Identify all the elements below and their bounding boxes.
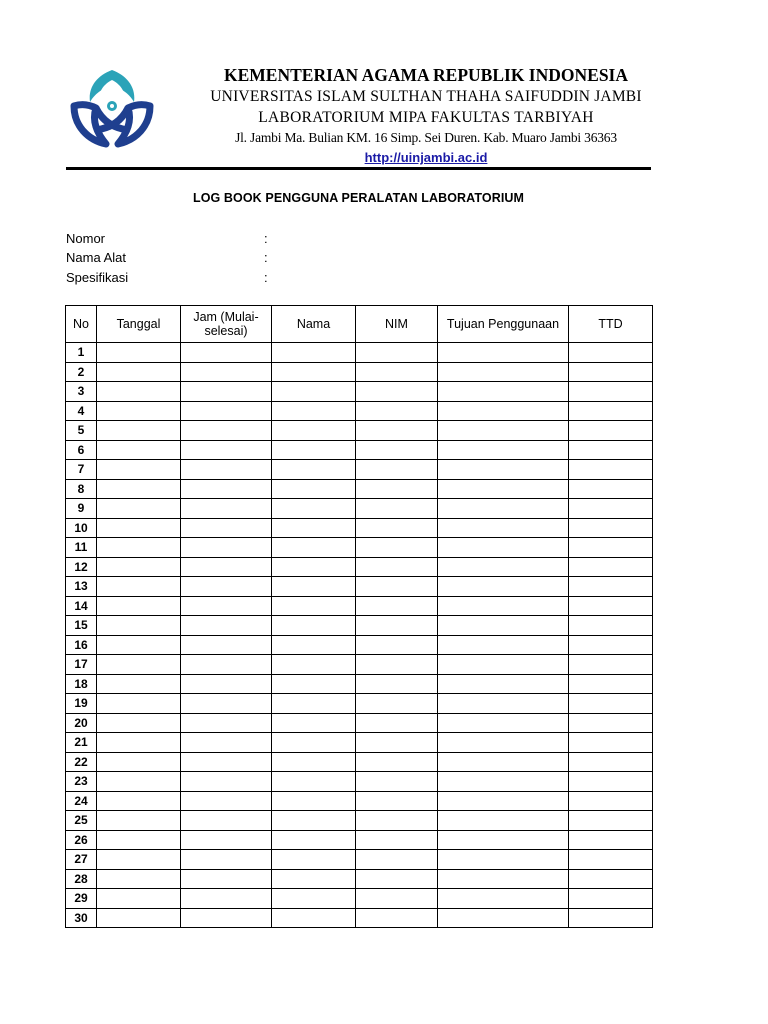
cell-jam[interactable] <box>181 479 272 499</box>
cell-jam[interactable] <box>181 577 272 597</box>
cell-jam[interactable] <box>181 733 272 753</box>
lab-name: LABORATORIUM MIPA FAKULTAS TARBIYAH <box>258 109 594 126</box>
cell-tanggal[interactable] <box>97 440 181 460</box>
cell-tujuan[interactable] <box>438 830 569 850</box>
cell-ttd[interactable] <box>569 577 653 597</box>
cell-nama[interactable] <box>272 713 356 733</box>
cell-tanggal[interactable] <box>97 889 181 909</box>
row-number: 27 <box>66 850 97 870</box>
cell-nim[interactable] <box>356 343 438 363</box>
cell-tanggal[interactable] <box>97 772 181 792</box>
cell-tujuan[interactable] <box>438 908 569 928</box>
cell-tanggal[interactable] <box>97 908 181 928</box>
cell-tujuan[interactable] <box>438 616 569 636</box>
cell-tujuan[interactable] <box>438 362 569 382</box>
row-number: 24 <box>66 791 97 811</box>
row-number: 28 <box>66 869 97 889</box>
cell-jam[interactable] <box>181 655 272 675</box>
cell-nama[interactable] <box>272 479 356 499</box>
address: Jl. Jambi Ma. Bulian KM. 16 Simp. Sei Duren. Kab. Muaro Jambi 36363 <box>235 130 617 145</box>
row-number: 8 <box>66 479 97 499</box>
cell-jam[interactable] <box>181 889 272 909</box>
cell-tujuan[interactable] <box>438 479 569 499</box>
cell-nim[interactable] <box>356 850 438 870</box>
cell-tanggal[interactable] <box>97 518 181 538</box>
cell-nim[interactable] <box>356 694 438 714</box>
log-table-body <box>66 343 653 928</box>
cell-nim[interactable] <box>356 596 438 616</box>
table-row <box>66 752 653 772</box>
cell-jam[interactable] <box>181 343 272 363</box>
cell-tanggal[interactable] <box>97 538 181 558</box>
table-row <box>66 499 653 519</box>
cell-nama[interactable] <box>272 596 356 616</box>
cell-tujuan[interactable] <box>438 772 569 792</box>
cell-nim[interactable] <box>356 733 438 753</box>
header-no: No <box>66 306 97 343</box>
row-number: 6 <box>66 440 97 460</box>
cell-jam[interactable] <box>181 382 272 402</box>
cell-nama[interactable] <box>272 908 356 928</box>
cell-tanggal[interactable] <box>97 577 181 597</box>
table-row <box>66 596 653 616</box>
table-row <box>66 538 653 558</box>
table-row <box>66 811 653 831</box>
cell-tujuan[interactable] <box>438 596 569 616</box>
cell-ttd[interactable] <box>569 421 653 441</box>
cell-nim[interactable] <box>356 557 438 577</box>
cell-jam[interactable] <box>181 518 272 538</box>
cell-nama[interactable] <box>272 343 356 363</box>
row-number: 15 <box>66 616 97 636</box>
log-table <box>65 305 653 928</box>
cell-nim[interactable] <box>356 811 438 831</box>
cell-ttd[interactable] <box>569 557 653 577</box>
table-row <box>66 616 653 636</box>
cell-ttd[interactable] <box>569 616 653 636</box>
cell-tujuan[interactable] <box>438 713 569 733</box>
row-number: 25 <box>66 811 97 831</box>
cell-nama[interactable] <box>272 635 356 655</box>
cell-nim[interactable] <box>356 538 438 558</box>
table-row <box>66 460 653 480</box>
cell-tanggal[interactable] <box>97 557 181 577</box>
cell-nim[interactable] <box>356 791 438 811</box>
row-number: 20 <box>66 713 97 733</box>
cell-jam[interactable] <box>181 791 272 811</box>
cell-nim[interactable] <box>356 655 438 675</box>
header-tanggal: Tanggal <box>97 306 181 343</box>
row-number: 19 <box>66 694 97 714</box>
table-row <box>66 440 653 460</box>
cell-tujuan[interactable] <box>438 440 569 460</box>
row-number: 14 <box>66 596 97 616</box>
cell-tujuan[interactable] <box>438 382 569 402</box>
row-number: 22 <box>66 752 97 772</box>
header-nim: NIM <box>356 306 438 343</box>
row-number: 11 <box>66 538 97 558</box>
cell-nama[interactable] <box>272 869 356 889</box>
table-row <box>66 343 653 363</box>
cell-tanggal[interactable] <box>97 811 181 831</box>
cell-nim[interactable] <box>356 460 438 480</box>
cell-nim[interactable] <box>356 616 438 636</box>
field-nama-alat-label: Nama Alat <box>66 250 126 265</box>
row-number: 1 <box>66 343 97 363</box>
cell-tanggal[interactable] <box>97 635 181 655</box>
cell-nim[interactable] <box>356 382 438 402</box>
field-nomor-colon: : <box>264 231 268 246</box>
cell-ttd[interactable] <box>569 538 653 558</box>
cell-ttd[interactable] <box>569 811 653 831</box>
cell-nim[interactable] <box>356 830 438 850</box>
cell-nama[interactable] <box>272 440 356 460</box>
cell-ttd[interactable] <box>569 518 653 538</box>
cell-tanggal[interactable] <box>97 655 181 675</box>
row-number: 21 <box>66 733 97 753</box>
cell-ttd[interactable] <box>569 791 653 811</box>
row-number: 23 <box>66 772 97 792</box>
table-row <box>66 401 653 421</box>
letterhead-divider <box>66 167 651 170</box>
cell-jam[interactable] <box>181 694 272 714</box>
cell-ttd[interactable] <box>569 635 653 655</box>
cell-tujuan[interactable] <box>438 518 569 538</box>
cell-tujuan[interactable] <box>438 421 569 441</box>
cell-jam[interactable] <box>181 616 272 636</box>
cell-tanggal[interactable] <box>97 674 181 694</box>
cell-tanggal[interactable] <box>97 869 181 889</box>
table-header-row <box>66 306 653 343</box>
cell-tujuan[interactable] <box>438 791 569 811</box>
cell-jam[interactable] <box>181 460 272 480</box>
cell-jam[interactable] <box>181 635 272 655</box>
table-row <box>66 713 653 733</box>
cell-tanggal[interactable] <box>97 343 181 363</box>
cell-jam[interactable] <box>181 538 272 558</box>
cell-tujuan[interactable] <box>438 343 569 363</box>
cell-nim[interactable] <box>356 440 438 460</box>
cell-tujuan[interactable] <box>438 674 569 694</box>
letterhead <box>170 64 682 168</box>
cell-nama[interactable] <box>272 421 356 441</box>
row-number: 2 <box>66 362 97 382</box>
cell-ttd[interactable] <box>569 889 653 909</box>
cell-ttd[interactable] <box>569 440 653 460</box>
cell-jam[interactable] <box>181 401 272 421</box>
row-number: 10 <box>66 518 97 538</box>
cell-nama[interactable] <box>272 616 356 636</box>
cell-nim[interactable] <box>356 479 438 499</box>
cell-tanggal[interactable] <box>97 479 181 499</box>
cell-ttd[interactable] <box>569 752 653 772</box>
cell-tujuan[interactable] <box>438 499 569 519</box>
table-row <box>66 908 653 928</box>
cell-tanggal[interactable] <box>97 694 181 714</box>
header-nama: Nama <box>272 306 356 343</box>
cell-nim[interactable] <box>356 362 438 382</box>
cell-nama[interactable] <box>272 460 356 480</box>
cell-nama[interactable] <box>272 499 356 519</box>
cell-nama[interactable] <box>272 889 356 909</box>
row-number: 12 <box>66 557 97 577</box>
table-row <box>66 577 653 597</box>
cell-nim[interactable] <box>356 518 438 538</box>
cell-jam[interactable] <box>181 674 272 694</box>
cell-tujuan[interactable] <box>438 752 569 772</box>
cell-nim[interactable] <box>356 401 438 421</box>
field-spesifikasi-label: Spesifikasi <box>66 270 129 285</box>
header-ttd: TTD <box>569 306 653 343</box>
cell-jam[interactable] <box>181 869 272 889</box>
cell-tanggal[interactable] <box>97 596 181 616</box>
table-row <box>66 635 653 655</box>
row-number: 30 <box>66 908 97 928</box>
cell-ttd[interactable] <box>569 869 653 889</box>
table-row <box>66 518 653 538</box>
table-row <box>66 850 653 870</box>
cell-nama[interactable] <box>272 733 356 753</box>
website-link[interactable]: http://uinjambi.ac.id <box>364 150 488 165</box>
field-spesifikasi-colon: : <box>264 270 268 285</box>
cell-tanggal[interactable] <box>97 421 181 441</box>
table-row <box>66 421 653 441</box>
table-row <box>66 557 653 577</box>
row-number: 7 <box>66 460 97 480</box>
cell-ttd[interactable] <box>569 499 653 519</box>
row-number: 9 <box>66 499 97 519</box>
cell-nim[interactable] <box>356 421 438 441</box>
cell-jam[interactable] <box>181 772 272 792</box>
field-nama-alat-colon: : <box>264 250 268 265</box>
cell-tujuan[interactable] <box>438 869 569 889</box>
row-number: 17 <box>66 655 97 675</box>
cell-nim[interactable] <box>356 752 438 772</box>
table-row <box>66 733 653 753</box>
row-number: 26 <box>66 830 97 850</box>
row-number: 13 <box>66 577 97 597</box>
cell-jam[interactable] <box>181 596 272 616</box>
table-row <box>66 479 653 499</box>
cell-ttd[interactable] <box>569 850 653 870</box>
cell-tujuan[interactable] <box>438 850 569 870</box>
cell-tanggal[interactable] <box>97 830 181 850</box>
cell-nim[interactable] <box>356 772 438 792</box>
cell-tanggal[interactable] <box>97 850 181 870</box>
cell-nim[interactable] <box>356 713 438 733</box>
cell-ttd[interactable] <box>569 362 653 382</box>
cell-jam[interactable] <box>181 362 272 382</box>
cell-ttd[interactable] <box>569 694 653 714</box>
table-row <box>66 889 653 909</box>
cell-tanggal[interactable] <box>97 401 181 421</box>
cell-tujuan[interactable] <box>438 811 569 831</box>
cell-nama[interactable] <box>272 674 356 694</box>
cell-tanggal[interactable] <box>97 382 181 402</box>
table-row <box>66 772 653 792</box>
cell-tujuan[interactable] <box>438 577 569 597</box>
document-title: LOG BOOK PENGGUNA PERALATAN LABORATORIUM <box>192 191 525 205</box>
ministry-name: KEMENTERIAN AGAMA REPUBLIK INDONESIA <box>223 65 628 85</box>
cell-ttd[interactable] <box>569 674 653 694</box>
cell-jam[interactable] <box>181 440 272 460</box>
cell-nama[interactable] <box>272 752 356 772</box>
cell-tanggal[interactable] <box>97 791 181 811</box>
table-row <box>66 674 653 694</box>
university-logo <box>66 66 158 156</box>
cell-jam[interactable] <box>181 713 272 733</box>
cell-nama[interactable] <box>272 382 356 402</box>
cell-tanggal[interactable] <box>97 733 181 753</box>
cell-nim[interactable] <box>356 889 438 909</box>
cell-tujuan[interactable] <box>438 401 569 421</box>
cell-tujuan[interactable] <box>438 733 569 753</box>
cell-tanggal[interactable] <box>97 752 181 772</box>
cell-nama[interactable] <box>272 850 356 870</box>
cell-tanggal[interactable] <box>97 362 181 382</box>
cell-ttd[interactable] <box>569 772 653 792</box>
cell-jam[interactable] <box>181 830 272 850</box>
cell-jam[interactable] <box>181 557 272 577</box>
table-row <box>66 694 653 714</box>
cell-tujuan[interactable] <box>438 635 569 655</box>
cell-tanggal[interactable] <box>97 616 181 636</box>
cell-ttd[interactable] <box>569 401 653 421</box>
cell-tujuan[interactable] <box>438 655 569 675</box>
cell-ttd[interactable] <box>569 596 653 616</box>
table-row <box>66 830 653 850</box>
cell-nama[interactable] <box>272 538 356 558</box>
cell-ttd[interactable] <box>569 830 653 850</box>
cell-tanggal[interactable] <box>97 460 181 480</box>
cell-nama[interactable] <box>272 791 356 811</box>
cell-nim[interactable] <box>356 635 438 655</box>
cell-tujuan[interactable] <box>438 538 569 558</box>
cell-tanggal[interactable] <box>97 499 181 519</box>
cell-nim[interactable] <box>356 499 438 519</box>
cell-nama[interactable] <box>272 518 356 538</box>
cell-nama[interactable] <box>272 694 356 714</box>
field-nomor-label: Nomor <box>66 231 106 246</box>
table-row <box>66 869 653 889</box>
cell-nim[interactable] <box>356 577 438 597</box>
cell-tujuan[interactable] <box>438 889 569 909</box>
cell-jam[interactable] <box>181 811 272 831</box>
university-name: UNIVERSITAS ISLAM SULTHAN THAHA SAIFUDDIN JAMBI <box>210 88 642 105</box>
cell-jam[interactable] <box>181 752 272 772</box>
row-number: 3 <box>66 382 97 402</box>
cell-ttd[interactable] <box>569 733 653 753</box>
cell-nim[interactable] <box>356 869 438 889</box>
cell-nama[interactable] <box>272 772 356 792</box>
cell-nim[interactable] <box>356 908 438 928</box>
header-tujuan-penggunaan: Tujuan Penggunaan <box>438 306 569 343</box>
cell-jam[interactable] <box>181 499 272 519</box>
cell-jam[interactable] <box>181 421 272 441</box>
row-number: 16 <box>66 635 97 655</box>
cell-jam[interactable] <box>181 850 272 870</box>
table-row <box>66 655 653 675</box>
cell-nim[interactable] <box>356 674 438 694</box>
header-jam: Jam (Mulai-selesai) <box>181 306 272 343</box>
cell-tujuan[interactable] <box>438 460 569 480</box>
cell-nama[interactable] <box>272 811 356 831</box>
cell-tanggal[interactable] <box>97 713 181 733</box>
cell-ttd[interactable] <box>569 908 653 928</box>
row-number: 4 <box>66 401 97 421</box>
table-row <box>66 382 653 402</box>
cell-ttd[interactable] <box>569 655 653 675</box>
row-number: 29 <box>66 889 97 909</box>
cell-nama[interactable] <box>272 362 356 382</box>
table-row <box>66 362 653 382</box>
cell-ttd[interactable] <box>569 479 653 499</box>
cell-jam[interactable] <box>181 908 272 928</box>
cell-nama[interactable] <box>272 557 356 577</box>
row-number: 5 <box>66 421 97 441</box>
row-number: 18 <box>66 674 97 694</box>
cell-ttd[interactable] <box>569 713 653 733</box>
cell-ttd[interactable] <box>569 460 653 480</box>
cell-ttd[interactable] <box>569 382 653 402</box>
cell-nama[interactable] <box>272 830 356 850</box>
cell-tujuan[interactable] <box>438 557 569 577</box>
table-row <box>66 791 653 811</box>
cell-ttd[interactable] <box>569 343 653 363</box>
cell-nama[interactable] <box>272 655 356 675</box>
cell-nama[interactable] <box>272 401 356 421</box>
cell-tujuan[interactable] <box>438 694 569 714</box>
cell-nama[interactable] <box>272 577 356 597</box>
